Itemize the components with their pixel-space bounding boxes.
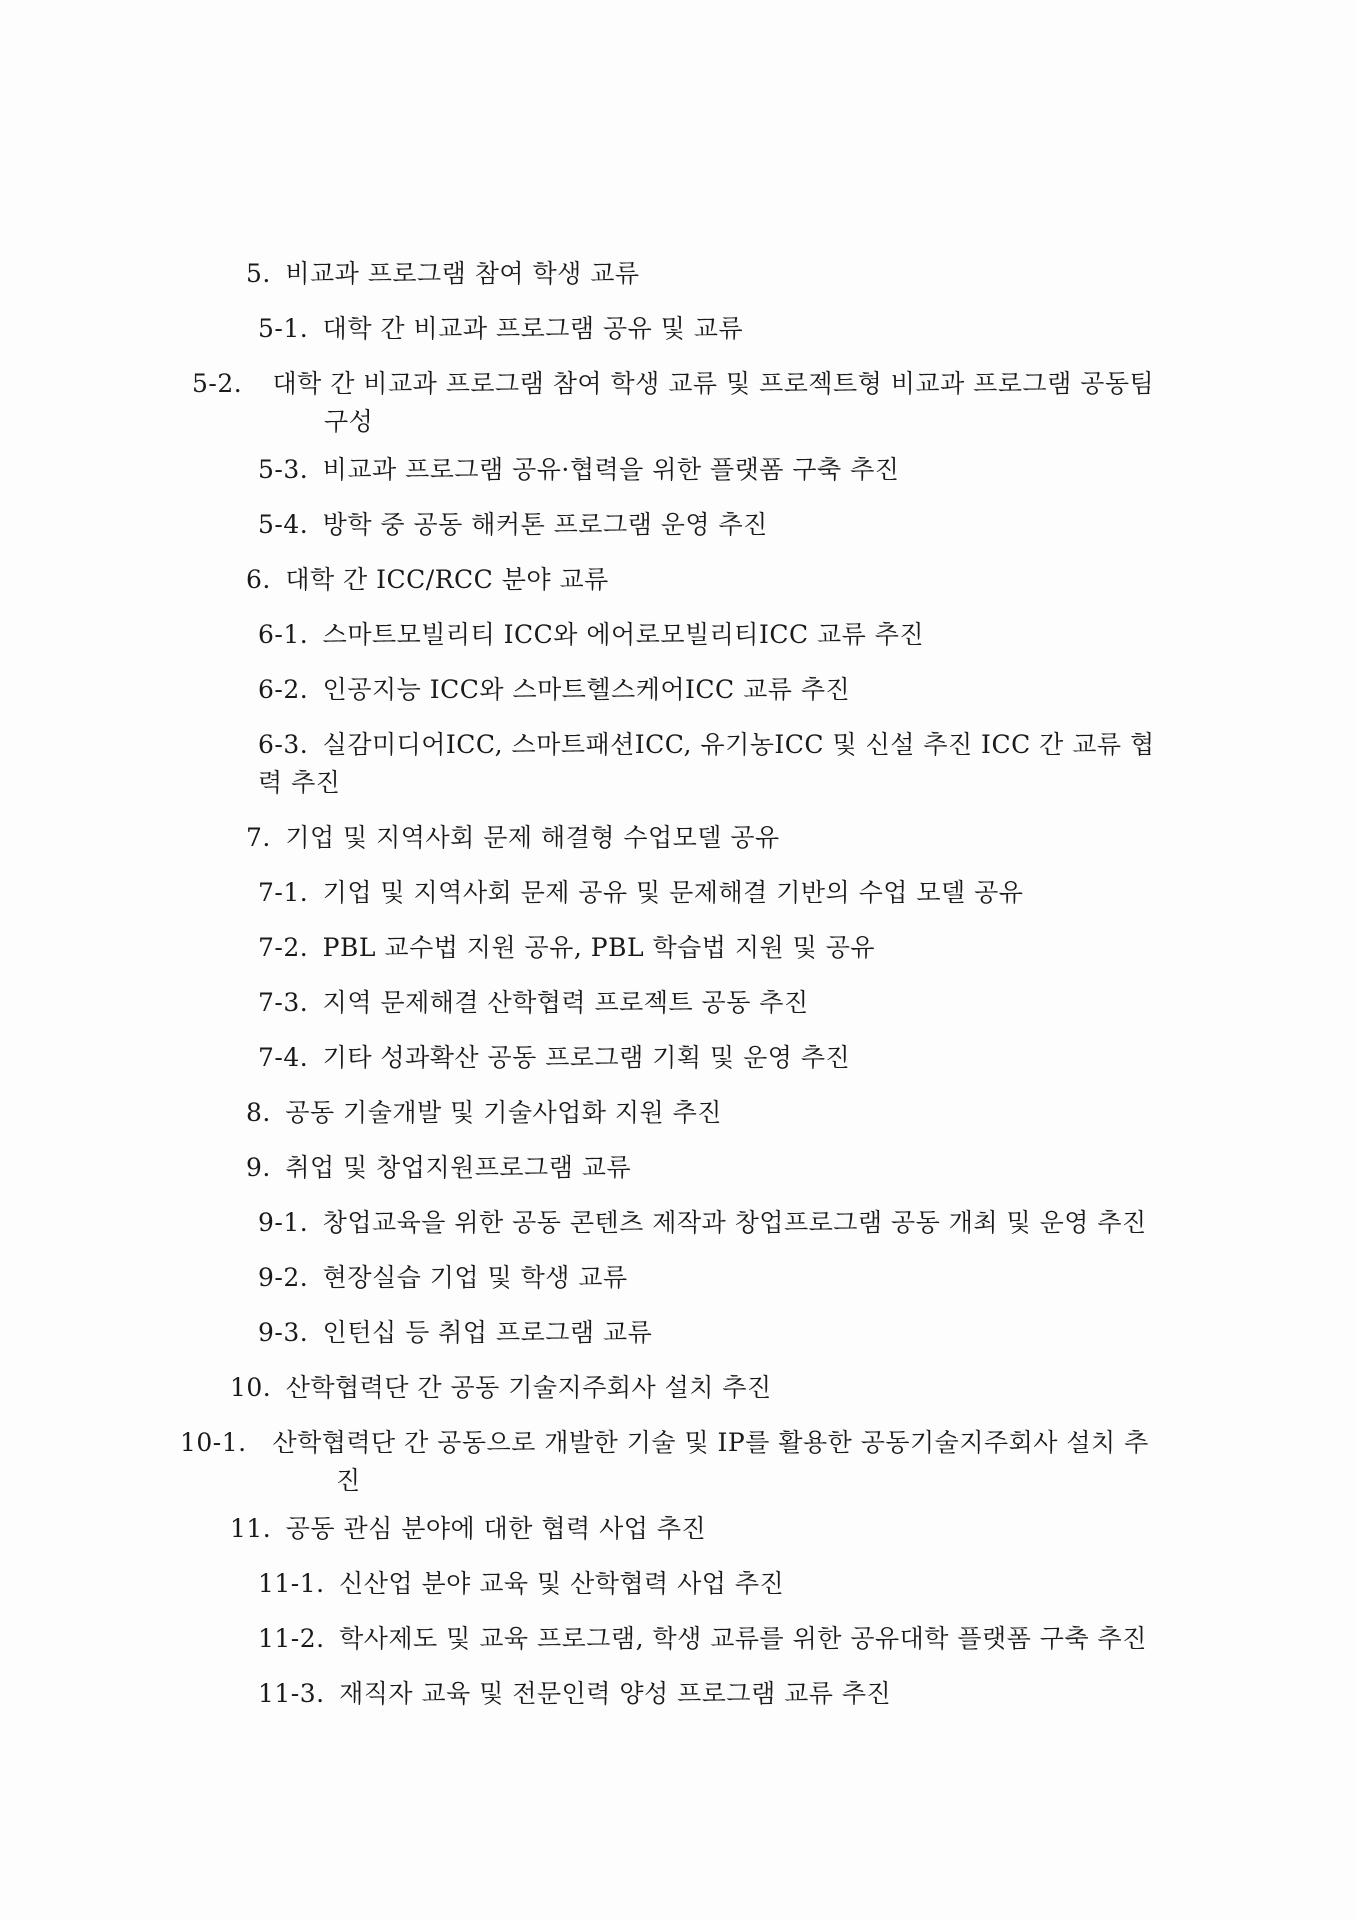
item-text: 대학 간 비교과 프로그램 참여 학생 교류 및 프로젝트형 비교과 프로그램 공동팀 구성 [272,369,1155,436]
item-number: 7-1. [258,878,309,907]
item-number: 6-3. [258,730,309,759]
item-text: 실감미디어ICC, 스마트패션ICC, 유기농ICC 및 신설 추진 ICC 간 교류 협력 추진 [258,730,1155,797]
list-item [230,1510,1160,1548]
item-text: 스마트모빌리티 ICC와 에어로모빌리티ICC 교류 추진 [322,620,925,649]
list-item [230,451,1160,489]
list-item [230,561,1160,599]
list-item [230,1259,1160,1297]
item-text: 인턴십 등 취업 프로그램 교류 [322,1318,653,1347]
list-item [230,255,1160,293]
list-item [230,671,1160,709]
item-text: 현장실습 기업 및 학생 교류 [322,1263,628,1292]
list-item [230,819,1160,857]
item-text: 산학협력단 간 공동으로 개발한 기술 및 IP를 활용한 공동기술지주회사 설치 추진 [272,1428,1149,1495]
item-number: 6-1. [258,620,309,649]
list-item [230,1565,1160,1603]
item-number: 11. [230,1514,272,1543]
list-item [230,929,1160,967]
item-text: 기타 성과확산 공동 프로그램 기획 및 운영 추진 [322,1043,851,1072]
item-text: 재직자 교육 및 전문인력 양성 프로그램 교류 추진 [339,1679,892,1708]
item-text: 산학협력단 간 공동 기술지주회사 설치 추진 [285,1373,772,1402]
list-item: 5-2. 대학 간 비교과 프로그램 참여 학생 교류 및 프로젝트형 비교과 프로그램 공동팀 구성 [192,369,1155,436]
item-number: 11-2. [258,1624,325,1653]
item-number: 9-2. [258,1263,309,1292]
list-item [230,506,1160,544]
list-item: 10-1. 산학협력단 간 공동으로 개발한 기술 및 IP를 활용한 공동기술지주회사 설치 추진 [180,1428,1149,1495]
list-item [230,1039,1160,1077]
item-number: 9-1. [258,1208,309,1237]
list-item [230,1675,1160,1713]
item-text: 신산업 분야 교육 및 산학협력 사업 추진 [339,1569,785,1598]
item-text: 창업교육을 위한 공동 콘텐츠 제작과 창업프로그램 공동 개최 및 운영 추진 [322,1208,1147,1237]
list-item [230,1204,1160,1242]
item-number: 5. [246,259,271,288]
list-item [230,1314,1160,1352]
item-text: 학사제도 및 교육 프로그램, 학생 교류를 위한 공유대학 플랫폼 구축 추진 [339,1624,1147,1653]
item-text: 인공지능 ICC와 스마트헬스케어ICC 교류 추진 [322,675,851,704]
item-number: 5-3. [258,455,309,484]
item-number: 7-4. [258,1043,309,1072]
item-text: 방학 중 공동 해커톤 프로그램 운영 추진 [322,510,768,539]
item-text: PBL 교수법 지원 공유, PBL 학습법 지원 및 공유 [322,933,876,962]
list-item [230,1620,1160,1658]
item-number: 5-4. [258,510,309,539]
item-number: 10. [230,1373,272,1402]
item-number: 7-2. [258,933,309,962]
list-item [230,1149,1160,1187]
item-number: 9-3. [258,1318,309,1347]
item-number: 6-2. [258,675,309,704]
item-number: 9. [246,1153,271,1182]
list-item [230,874,1160,912]
list-item [230,310,1160,348]
item-text: 취업 및 창업지원프로그램 교류 [285,1153,632,1182]
item-text: 공동 관심 분야에 대한 협력 사업 추진 [285,1514,707,1543]
list-item [230,726,1160,802]
item-text: 대학 간 ICC/RCC 분야 교류 [285,565,609,594]
item-number: 8. [246,1098,271,1127]
list-item [230,984,1160,1022]
item-text: 대학 간 비교과 프로그램 공유 및 교류 [322,314,744,343]
item-number: 5-1. [258,314,309,343]
item-number: 7-3. [258,988,309,1017]
item-text: 기업 및 지역사회 문제 해결형 수업모델 공유 [285,823,780,852]
item-text: 기업 및 지역사회 문제 공유 및 문제해결 기반의 수업 모델 공유 [322,878,1024,907]
list-item [230,616,1160,654]
agreement-item-list [180,255,1160,1730]
item-number: 11-1. [258,1569,325,1598]
item-text: 공동 기술개발 및 기술사업화 지원 추진 [285,1098,722,1127]
item-text: 비교과 프로그램 참여 학생 교류 [285,259,640,288]
list-item [230,1094,1160,1132]
item-text: 지역 문제해결 산학협력 프로젝트 공동 추진 [322,988,809,1017]
item-number: 6. [246,565,271,594]
item-number: 7. [246,823,271,852]
item-text: 비교과 프로그램 공유·협력을 위한 플랫폼 구축 추진 [322,455,900,484]
list-item [230,1369,1160,1407]
item-number: 11-3. [258,1679,325,1708]
